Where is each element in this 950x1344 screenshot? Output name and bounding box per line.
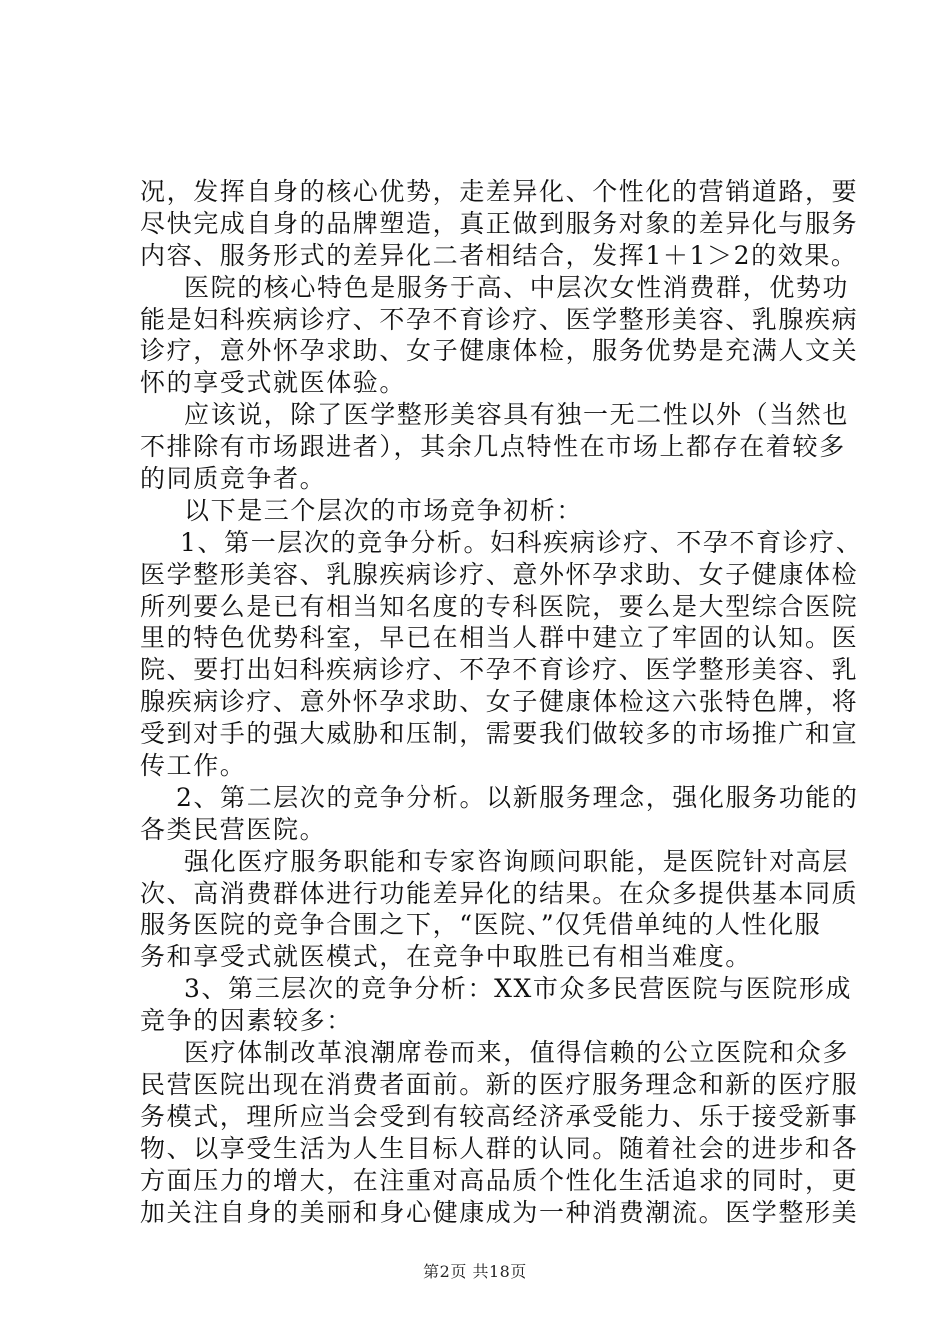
text-line: 各类民营医院。 [140, 814, 327, 844]
text-line: 务模式，理所应当会受到有较高经济承受能力、乐于接受新事 [140, 1101, 859, 1131]
text-line: 物、以享受生活为人生目标人群的认同。随着社会的进步和各 [140, 1133, 859, 1163]
text-line: 加关注自身的美丽和身心健康成为一种消费潮流。医学整形美 [140, 1197, 859, 1227]
paragraph-start-line: 2、第二层次的竞争分析。以新服务理念，强化服务功能的 [176, 782, 859, 812]
text-line: 受到对手的强大威胁和压制，需要我们做较多的市场推广和宣 [140, 719, 859, 749]
text-line: 尽快完成自身的品牌塑造，真正做到服务对象的差异化与服务 [140, 208, 859, 238]
paragraph-start-line: 应该说，除了医学整形美容具有独一无二性以外（当然也 [184, 400, 850, 430]
text-line: 方面压力的增大，在注重对高品质个性化生活追求的同时，更 [140, 1165, 859, 1195]
text-line: 务和享受式就医模式，在竞争中取胜已有相当难度。 [140, 942, 752, 972]
text-line: 能是妇科疾病诊疗、不孕不育诊疗、医学整形美容、乳腺疾病 [140, 304, 859, 334]
paragraph-start-line: 强化医疗服务职能和专家咨询顾问职能，是医院针对高层 [184, 846, 850, 876]
text-line: 里的特色优势科室，早已在相当人群中建立了牢固的认知。医 [140, 623, 859, 653]
text-line: 医学整形美容、乳腺疾病诊疗、意外怀孕求助、女子健康体检 [140, 559, 859, 589]
text-line: 内容、服务形式的差异化二者相结合，发挥1＋1＞2的效果。 [140, 240, 858, 270]
paragraph-start-line: 1、第一层次的竞争分析。妇科疾病诊疗、不孕不育诊疗、 [180, 527, 863, 557]
paragraph-start-line: 3、第三层次的竞争分析：XX市众多民营医院与医院形成 [184, 974, 853, 1004]
text-line: 不排除有市场跟进者），其余几点特性在市场上都存在着较多 [140, 432, 846, 462]
text-line: 民营医院出现在消费者面前。新的医疗服务理念和新的医疗服 [140, 1069, 859, 1099]
text-line: 诊疗，意外怀孕求助、女子健康体检，服务优势是充满人文关 [140, 336, 859, 366]
text-line: 腺疾病诊疗、意外怀孕求助、女子健康体检这六张特色牌，将 [140, 687, 859, 717]
text-line: 怀的享受式就医体验。 [140, 368, 407, 398]
text-line: 次、高消费群体进行功能差异化的结果。在众多提供基本同质 [140, 878, 859, 908]
text-line: 况，发挥自身的核心优势，走差异化、个性化的营销道路，要 [140, 177, 859, 206]
paragraph-start-line: 医疗体制改革浪潮席卷而来，值得信赖的公立医院和众多 [184, 1038, 850, 1068]
text-line: 传工作。 [140, 751, 247, 781]
text-line: 服务医院的竞争合围之下，“医院、”仅凭借单纯的人性化服 [140, 910, 822, 940]
text-line: 院、要打出妇科疾病诊疗、不孕不育诊疗、医学整形美容、乳 [140, 655, 859, 685]
text-line: 的同质竞争者。 [140, 464, 327, 494]
paragraph-start-line: 医院的核心特色是服务于高、中层次女性消费群，优势功 [184, 272, 850, 302]
text-line: 所列要么是已有相当知名度的专科医院，要么是大型综合医院 [140, 591, 859, 621]
text-line: 竞争的因素较多： [140, 1006, 353, 1036]
body-text [140, 176, 863, 1228]
paragraph-start-line: 以下是三个层次的市场竞争初析： [184, 495, 584, 525]
page-footer: 第2页 共18页 [423, 1262, 527, 1281]
